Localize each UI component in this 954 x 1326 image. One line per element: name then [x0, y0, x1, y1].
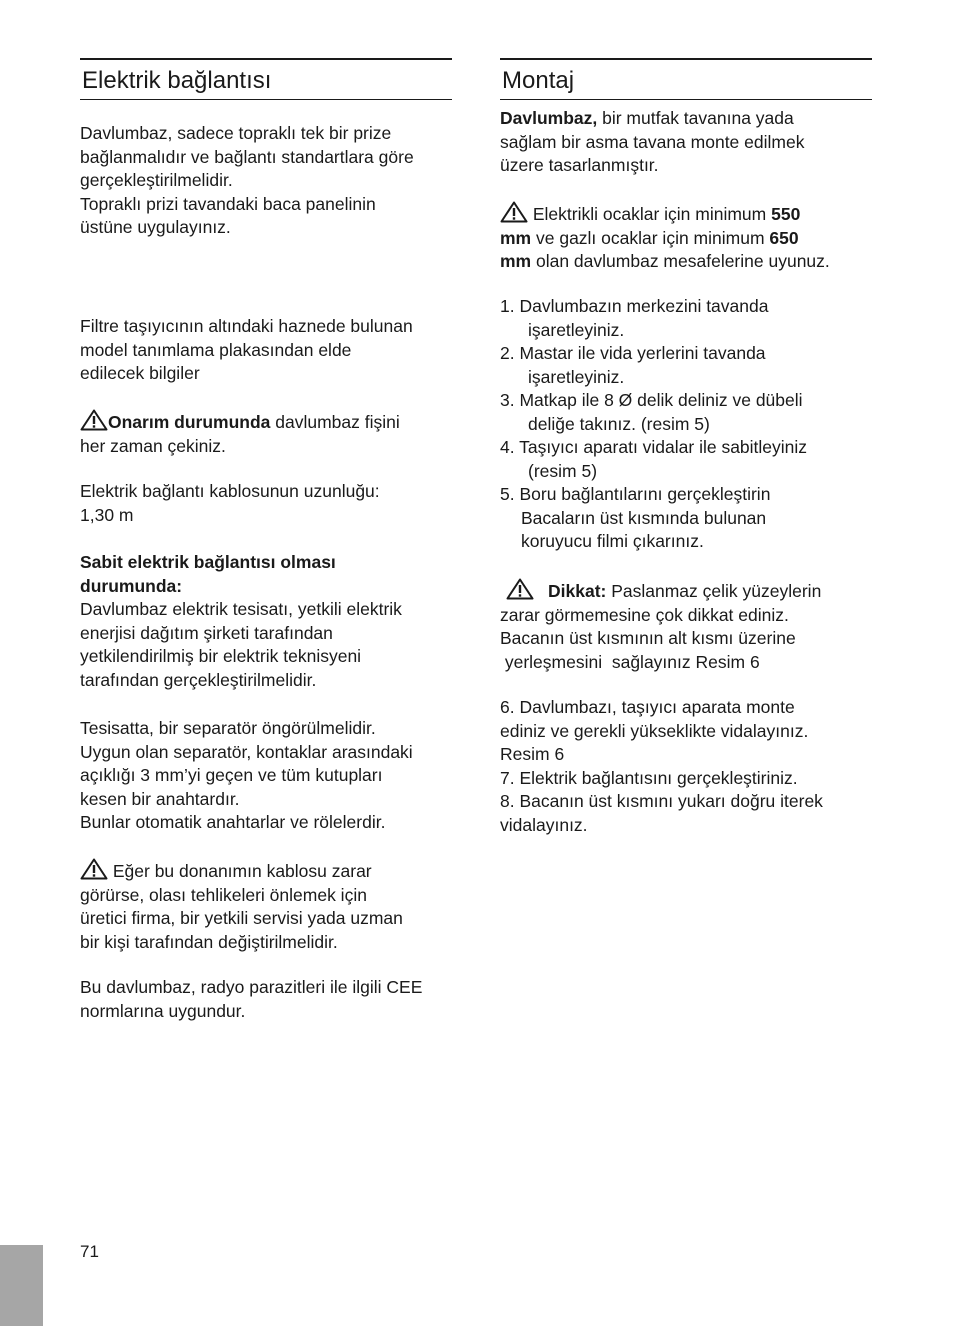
text-line: üzere tasarlanmıştır. [500, 155, 659, 175]
cable-length-value: 1,30 m [80, 504, 134, 525]
warning-text: olan davlumbaz mesafelerine uyunuz. [531, 251, 830, 271]
intro-text: bir mutfak tavanına yada [597, 108, 794, 128]
fixed-connection-section [80, 551, 452, 692]
text-line: açıklığı 3 mm’yi geçen ve tüm kutupları [80, 765, 383, 785]
caution-text: Paslanmaz çelik yüzeylerin [606, 581, 822, 601]
page-edge-tab [0, 1245, 43, 1326]
text-line: görürse, olası tehlikeleri önlemek için [80, 884, 367, 905]
subheading: Sabit elektrik bağlantısı olması [80, 552, 336, 572]
text-line: her zaman çekiniz. [80, 435, 226, 456]
list-item: deliğe takınız. (resim 5) [528, 413, 710, 434]
text-line: Tesisatta, bir separatör öngörülmelidir. [80, 718, 376, 738]
text-line: normlarına uygundur. [80, 1000, 246, 1021]
text-line: Bu davlumbaz, radyo parazitleri ile ilgili CEE [80, 977, 423, 997]
electric-distance-value: 550 [771, 204, 801, 224]
text-line: kesen bir anahtardır. [80, 788, 240, 809]
right-column [500, 58, 872, 835]
text-line: enerjisi dağıtım şirketi tarafından [80, 622, 333, 643]
list-item: vidalayınız. [500, 814, 588, 835]
unit-text: mm [500, 251, 532, 271]
list-item: 2. Mastar ile vida yerlerini tavanda [500, 343, 766, 363]
text-line: Uygun olan separatör, kontaklar arasındaki [80, 741, 413, 762]
text-line: üstüne uygulayınız. [80, 217, 231, 237]
list-item: işaretleyiniz. [528, 319, 625, 340]
text-line: edilecek bilgiler [80, 363, 200, 383]
list-item: 4. Taşıyıcı aparatı vidalar ile sabitleyiniz [500, 437, 808, 457]
gas-distance-value: 650 [769, 227, 799, 248]
list-item: ediniz ve gerekli yükseklikte vidalayınız. [500, 720, 809, 741]
separator-paragraph [80, 717, 452, 835]
cable-damage-warning [80, 858, 452, 954]
list-item: koruyucu filmi çıkarınız. [521, 531, 704, 551]
list-item: 5. Boru bağlantılarını gerçekleştirin [500, 484, 771, 504]
list-item: 3. Matkap ile 8 Ø delik deliniz ve dübeli [500, 390, 803, 410]
list-item: Bacaların üst kısmında bulunan [521, 507, 767, 528]
list-item: Resim 6 [500, 744, 565, 764]
subheading: durumunda: [80, 575, 183, 596]
section-title-installation: Montaj [500, 58, 872, 100]
text-line: üretici firma, bir yetkili servisi yada uzman [80, 908, 403, 928]
intro-paragraph [80, 122, 452, 240]
list-item: işaretleyiniz. [528, 366, 625, 387]
installation-intro [500, 107, 872, 178]
left-column [80, 58, 452, 1021]
steps-list-continued [500, 696, 872, 837]
repair-bold-text: Onarım durumunda [108, 412, 271, 432]
list-item: 7. Elektrik bağlantısını gerçekleştiriniz. [500, 767, 798, 788]
intro-bold-text: Davlumbaz, [500, 108, 598, 128]
list-item: 8. Bacanın üst kısmını yukarı doğru iterek [500, 791, 823, 811]
list-item: 1. Davlumbazın merkezini tavanda [500, 296, 769, 316]
caution-bold-text: Dikkat: [548, 581, 607, 601]
rating-plate-paragraph [80, 315, 452, 386]
caution-warning [500, 578, 872, 674]
distance-warning [500, 201, 872, 274]
text-line: zarar görmemesine çok dikkat ediniz. [500, 604, 789, 625]
text-line: Topraklı prizi tavandaki baca panelinin [80, 193, 376, 214]
warning-triangle-icon [80, 858, 108, 880]
text-line: gerçekleştirilmelidir. [80, 170, 233, 190]
text-line: Bunlar otomatik anahtarlar ve rölelerdir. [80, 812, 386, 832]
page-number: 71 [80, 1242, 99, 1261]
section-title-electrical: Elektrik bağlantısı [80, 58, 452, 100]
unit-text: mm [500, 227, 532, 248]
warning-text: Elektrikli ocaklar için minimum [528, 204, 772, 224]
list-item: 6. Davlumbazı, taşıyıcı aparata monte [500, 697, 795, 717]
warning-triangle-icon [500, 201, 528, 223]
text-line: bir kişi tarafından değiştirilmelidir. [80, 931, 338, 952]
warning-text: Eğer bu donanımın kablosu zarar [108, 861, 372, 881]
list-item: (resim 5) [528, 460, 598, 481]
text-line: tarafından gerçekleştirilmelidir. [80, 669, 317, 690]
steps-list [500, 295, 872, 554]
text-line: model tanımlama plakasından elde [80, 339, 352, 360]
text-line: Davlumbaz elektrik tesisatı, yetkili elektrik [80, 599, 402, 619]
text-line: Davlumbaz, sadece topraklı tek bir prize [80, 123, 392, 143]
text-line: Elektrik bağlantı kablosunun uzunluğu: [80, 481, 380, 501]
text-line: sağlam bir asma tavana monte edilmek [500, 131, 805, 152]
text-line: Filtre taşıyıcının altındaki haznede bulunan [80, 316, 413, 336]
text-line: yerleşmesini sağlayınız Resim 6 [500, 651, 760, 672]
warning-triangle-icon [80, 409, 108, 431]
text-line: bağlanmalıdır ve bağlantı standartlara göre [80, 146, 414, 167]
cee-paragraph [80, 976, 452, 1023]
warning-triangle-icon [506, 578, 534, 600]
text-line: Bacanın üst kısmının alt kısmı üzerine [500, 628, 796, 648]
cable-length-paragraph [80, 480, 452, 527]
repair-text: davlumbaz fişini [270, 412, 400, 432]
warning-text: ve gazlı ocaklar için minimum [531, 227, 770, 248]
repair-warning [80, 409, 452, 458]
text-line: yetkilendirilmiş bir elektrik teknisyeni [80, 646, 362, 666]
